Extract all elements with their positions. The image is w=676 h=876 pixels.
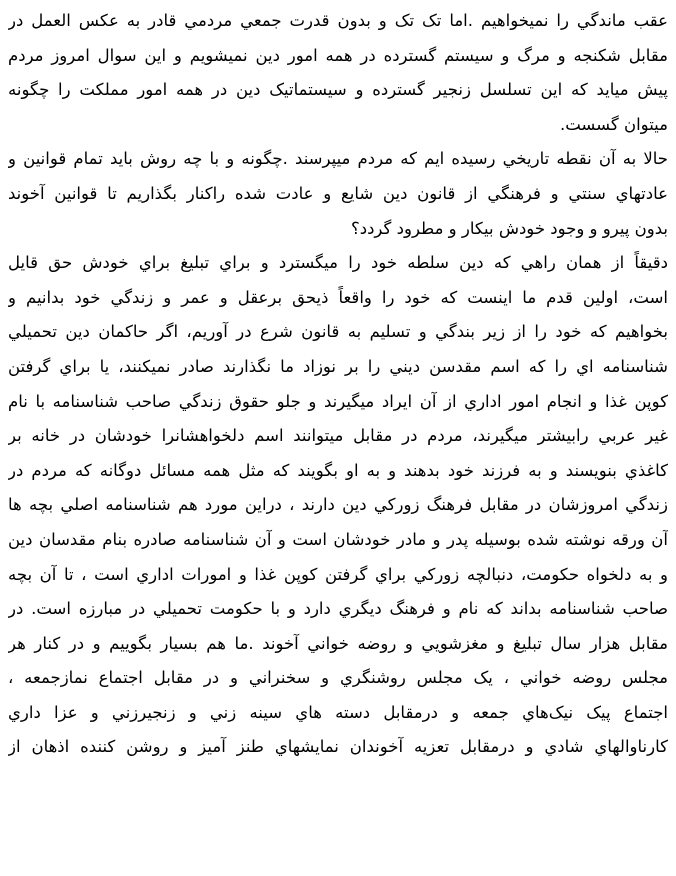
text-line: بخواهيم که خود را از زير بندگي و تسليم به قانون شرع در آوريم، اگر حاکمان دين تحميلي [8, 322, 668, 342]
text-line: صاحب شناسنامه بداند که نام و فرهنگ ديگري دارد و با حکومت تحميلي در مبارزه است. در [8, 599, 668, 619]
text-line: بدون پيرو و وجود خودش بيکار و مطرود گردد؟ [350, 218, 668, 238]
text-line: مقابل هزار سال تبليغ و مغزشويي و روضه خواني آخوند .ما هم بسيار بگوييم و در کنار هر [8, 633, 668, 653]
document-page [8, 4, 668, 765]
text-line: است، اولين قدم ما اينست که خود را واقعاً ذيحق برعقل و عمر و زندگي خود بدانيم و [8, 287, 668, 307]
text-line: پيش ميايد که اين تسلسل زنجير گسترده و سيستماتيک دين در همه امور مملکت را چگونه [8, 80, 668, 100]
text-line: کوپن غذا و انجام امور اداري از آن ايراد ميگيرند و جلو حقوق زندگي صاحب شناسنامه با نام [8, 391, 668, 411]
text-line: کاغذي بنويسند و به فرزند خود بدهند و به او بگويند که مثل همه مسائل دوگانه که مردم در [8, 460, 668, 480]
text-line: حالا به آن نقطه تاريخي رسيده ايم که مردم ميپرسند .چگونه و با چه روش بايد تمام قوانين و [8, 149, 668, 169]
text-line: مقابل شکنجه و مرگ و سيستم گسترده در همه امور دين نميشويم و اين سوال امروز مردم [8, 45, 668, 65]
text-line: زندگي امروزشان در مقابل فرهنگ زورکي دين دارند ، دراين مورد هم شناسنامه اصلي بچه ها [8, 495, 668, 515]
text-line: غير عربي رابيشتر ميگيرند، مردم در مقابل ميتوانند اسم دلخواهشانرا خودشان در خانه بر [8, 426, 668, 446]
text-line: و به دلخواه حکومت، دنبالچه زورکي براي گرفتن کوپن غذا و امورات اداري است ، تا آن بچه [8, 564, 668, 584]
text-line: دقيقاً از همان راهي که دين سلطه خود را ميگسترد و براي تبليغ براي خودش حق قايل [8, 253, 668, 273]
text-line: اجتماع پيک نيک‌هاي جمعه و درمقابل دسته هاي سينه زني و زنجيرزني و عزا داري [8, 702, 668, 722]
text-line: شناسنامه اي را که اسم مقدسن ديني را بر نوزاد ما نگذارند صادر نميکنند، يا براي گرفتن [8, 356, 668, 376]
text-line: عادتهاي سنتي و فرهنگي از قانون دين شايع و عادت شده راكنار بگذاريم تا قوانين آخوند [8, 183, 668, 203]
text-line: ميتوان گسست. [559, 114, 668, 134]
text-line: کارناوالهاي شادي و درمقابل تعزيه آخوندان نمايشهاي طنز آميز و روشن کننده اذهان از [8, 737, 668, 757]
text-line: مجلس روضه خواني ، يک مجلس روشنگري و سخنراني و در مقابل اجتماع نمازجمعه ، [8, 668, 668, 688]
text-line: آن ورقه نوشته شده بوسيله پدر و مادر خودشان است و آن شناسنامه صادره بنام مقدسان دين [8, 529, 668, 549]
text-line: عقب ماندگي را نميخواهيم .اما تک تک و بدون قدرت جمعي مردمي قادر به عکس العمل در [8, 11, 668, 30]
